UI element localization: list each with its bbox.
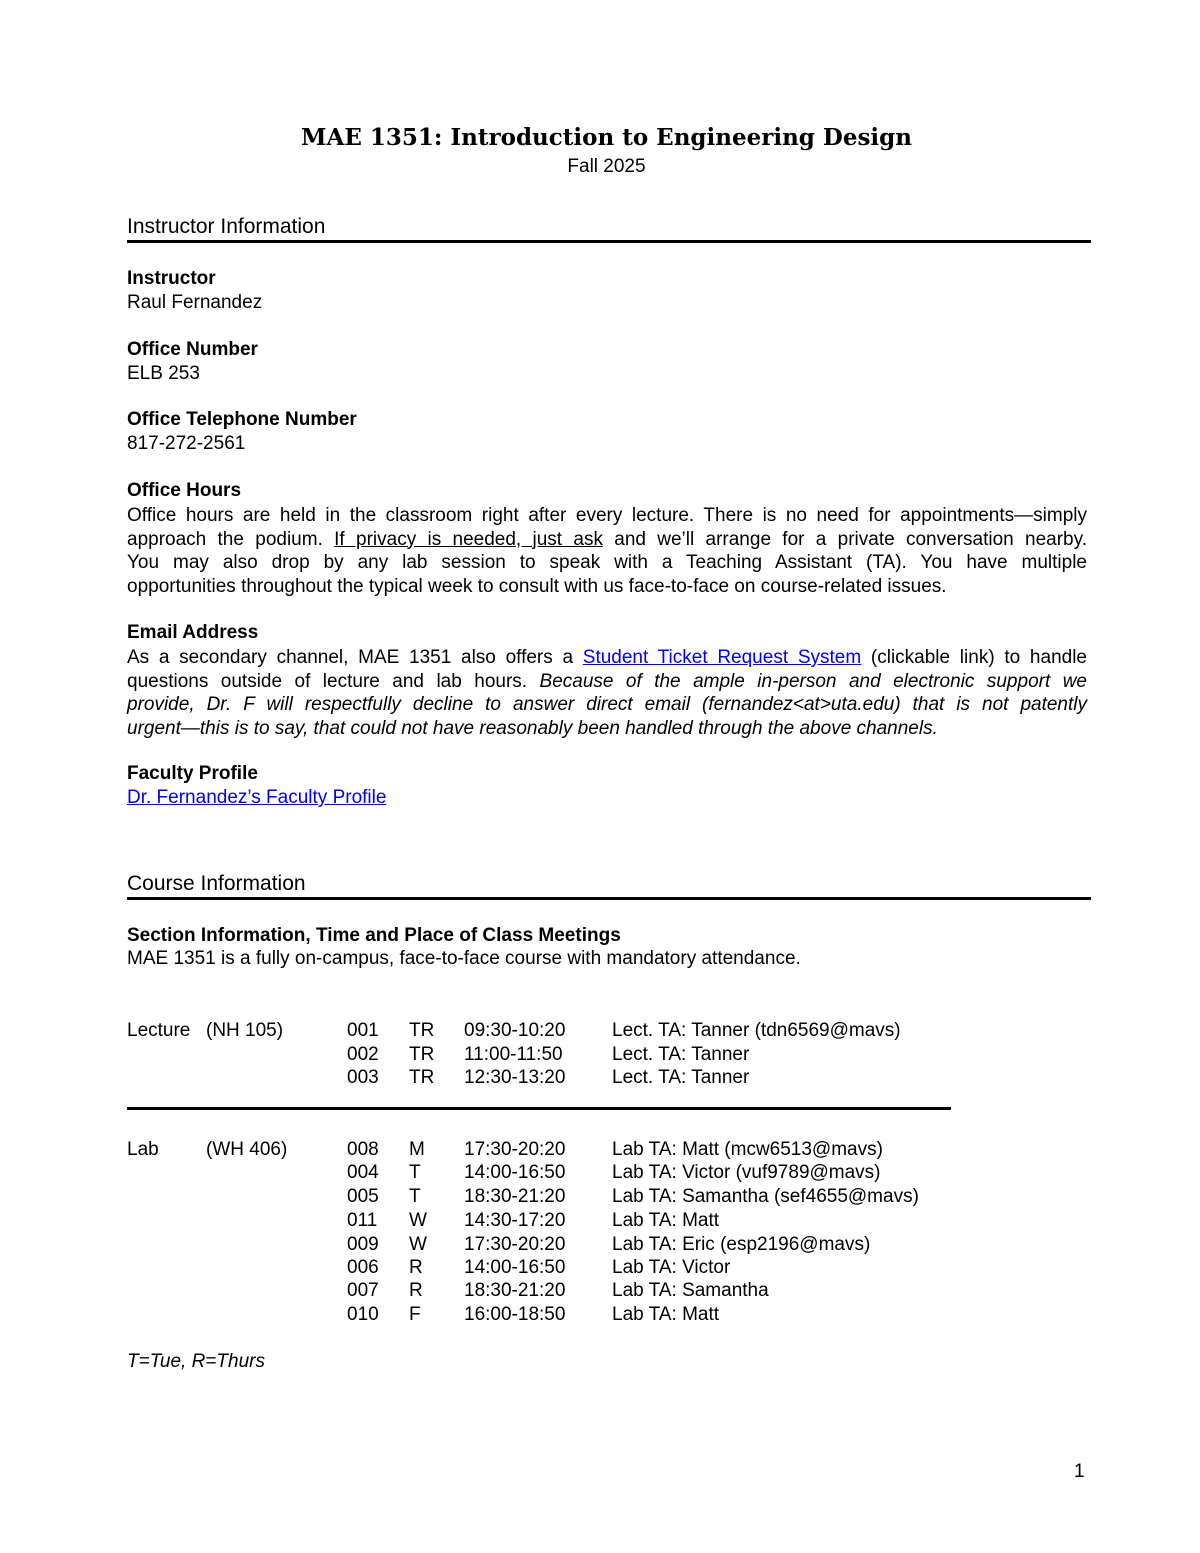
section-number: 008 <box>347 1139 379 1160</box>
faculty-profile-label: Faculty Profile <box>127 763 258 784</box>
teaching-assistant: Lect. TA: Tanner <box>612 1044 750 1065</box>
paragraph-text: questions outside of lecture and lab hours. <box>127 670 540 692</box>
paragraph-line: You may also drop by any lab session to speak with a Teaching Assistant (TA). You have multiple <box>127 552 1087 573</box>
section-number: 002 <box>347 1044 379 1065</box>
paragraph-line: Office hours are held in the classroom right after every lecture. There is no need for appointments—simply <box>127 505 1087 526</box>
meeting-time: 18:30-21:20 <box>464 1186 566 1207</box>
section-number: 004 <box>347 1162 379 1183</box>
meeting-time: 17:30-20:20 <box>464 1234 566 1255</box>
paragraph-line <box>127 670 1087 694</box>
meeting-time: 17:30-20:20 <box>464 1139 566 1160</box>
paragraph-text: approach the podium. <box>127 528 335 550</box>
instructor-name: Raul Fernandez <box>127 292 263 313</box>
office-number-label: Office Number <box>127 339 258 360</box>
paragraph-line: provide, Dr. F will respectfully decline to answer direct email (fernandez<at>uta.edu) that is not patently <box>127 694 1087 715</box>
teaching-assistant: Lab TA: Matt <box>612 1210 720 1231</box>
paragraph-line: opportunities throughout the typical week to consult with us face-to-face on course-related issues. <box>127 575 947 597</box>
page-number: 1 <box>1074 1461 1085 1482</box>
meeting-days: M <box>409 1139 425 1160</box>
section-number: 009 <box>347 1234 379 1255</box>
faculty-profile-value <box>127 787 386 809</box>
day-abbreviation-legend: T=Tue, R=Thurs <box>127 1351 265 1372</box>
paragraph-text: As a secondary channel, MAE 1351 also offers a <box>127 647 583 668</box>
paragraph-text: and we’ll arrange for a private conversation nearby. <box>602 528 1087 550</box>
meeting-time: 14:30-17:20 <box>464 1210 566 1231</box>
meeting-time: 09:30-10:20 <box>464 1020 566 1041</box>
faculty-profile-link[interactable]: Dr. Fernandez’s Faculty Profile <box>127 787 387 808</box>
teaching-assistant: Lab TA: Matt (mcw6513@mavs) <box>612 1139 883 1160</box>
paragraph-text-italic: Because of the ample in-person and electronic support we <box>539 670 1087 692</box>
teaching-assistant: Lab TA: Victor <box>612 1257 731 1278</box>
lecture-room: (NH 105) <box>206 1020 284 1041</box>
teaching-assistant: Lab TA: Victor (vuf9789@mavs) <box>612 1162 881 1183</box>
meetings-text: MAE 1351 is a fully on-campus, face-to-face course with mandatory attendance. <box>127 948 801 969</box>
instructor-label: Instructor <box>127 268 216 289</box>
section-rule <box>127 897 1091 900</box>
office-hours-label: Office Hours <box>127 480 242 501</box>
meeting-days: W <box>409 1234 427 1255</box>
email-address-label: Email Address <box>127 622 259 643</box>
schedule-divider <box>127 1107 951 1110</box>
office-number-value: ELB 253 <box>127 363 200 384</box>
meeting-time: 11:00-11:50 <box>464 1044 563 1065</box>
meeting-time: 14:00-16:50 <box>464 1257 566 1278</box>
meeting-days: T <box>409 1186 421 1207</box>
student-ticket-request-link[interactable]: Student Ticket Request System <box>582 647 862 668</box>
meeting-time: 16:00-18:50 <box>464 1304 566 1325</box>
section-number: 001 <box>347 1020 379 1041</box>
teaching-assistant: Lab TA: Samantha <box>612 1280 769 1301</box>
meeting-time: 12:30-13:20 <box>464 1067 566 1088</box>
meeting-days: F <box>409 1304 421 1325</box>
lab-room: (WH 406) <box>206 1139 288 1160</box>
teaching-assistant: Lab TA: Eric (esp2196@mavs) <box>612 1234 871 1255</box>
meeting-days: TR <box>409 1044 435 1065</box>
paragraph-line <box>127 528 1087 552</box>
teaching-assistant: Lab TA: Matt <box>612 1304 720 1325</box>
office-phone-label: Office Telephone Number <box>127 409 357 430</box>
course-section-heading: Course Information <box>127 872 306 895</box>
section-number: 005 <box>347 1186 379 1207</box>
meeting-days: R <box>409 1257 423 1278</box>
paragraph-text: (clickable link) to handle <box>861 647 1087 668</box>
lecture-schedule <box>0 1019 1200 1099</box>
lab-type-label: Lab <box>127 1139 159 1160</box>
section-number: 006 <box>347 1257 379 1278</box>
paragraph-line: urgent—this is to say, that could not have reasonably been handled through the above channels. <box>127 717 938 739</box>
office-hours-paragraph <box>127 504 1087 598</box>
meeting-days: TR <box>409 1067 435 1088</box>
instructor-section-heading: Instructor Information <box>127 215 326 238</box>
section-number: 007 <box>347 1280 379 1301</box>
teaching-assistant: Lab TA: Samantha (sef4655@mavs) <box>612 1186 919 1207</box>
meeting-time: 14:00-16:50 <box>464 1162 566 1183</box>
teaching-assistant: Lect. TA: Tanner <box>612 1067 750 1088</box>
section-number: 003 <box>347 1067 379 1088</box>
meeting-days: R <box>409 1280 423 1301</box>
section-number: 011 <box>347 1210 378 1231</box>
lab-schedule <box>0 1138 1200 1338</box>
lecture-type-label: Lecture <box>127 1020 191 1041</box>
privacy-note: If privacy is needed, just ask <box>334 528 603 550</box>
teaching-assistant: Lect. TA: Tanner (tdn6569@mavs) <box>612 1020 901 1041</box>
meeting-days: T <box>409 1162 421 1183</box>
meetings-label: Section Information, Time and Place of Class Meetings <box>127 925 621 946</box>
meeting-time: 18:30-21:20 <box>464 1280 566 1301</box>
document-term: Fall 2025 <box>567 156 646 177</box>
email-address-paragraph <box>127 646 1087 740</box>
meeting-days: TR <box>409 1020 435 1041</box>
meeting-days: W <box>409 1210 427 1231</box>
paragraph-line <box>127 646 1087 670</box>
section-rule <box>127 240 1091 243</box>
section-number: 010 <box>347 1304 379 1325</box>
office-phone-value: 817-272-2561 <box>127 433 246 454</box>
document-title: MAE 1351: Introduction to Engineering Design <box>301 124 912 151</box>
